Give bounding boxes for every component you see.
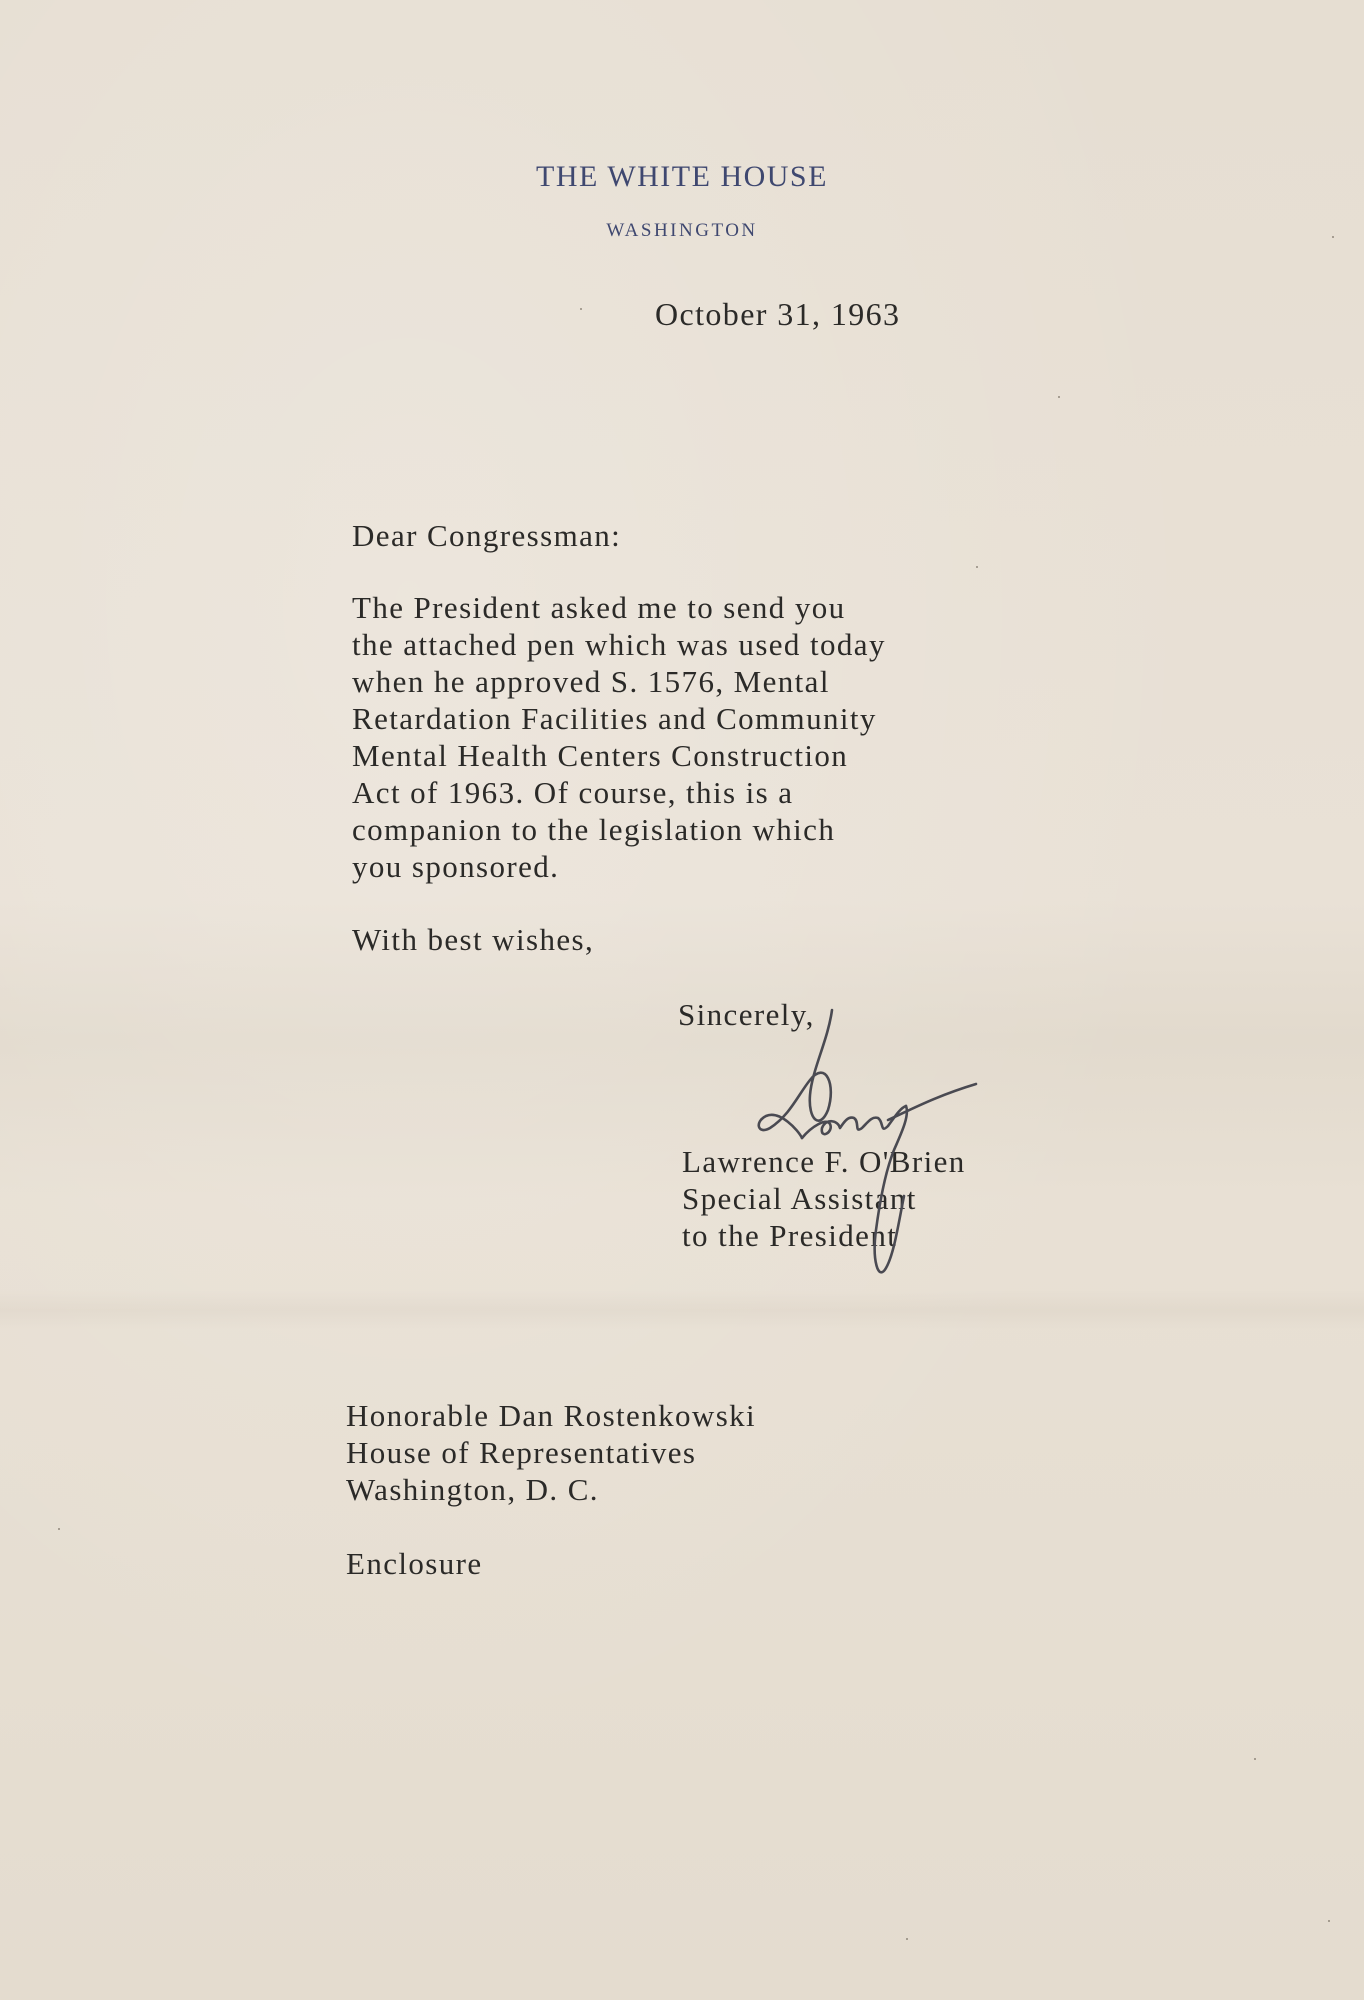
signer-title-line2: to the President xyxy=(682,1218,898,1253)
handwritten-signature xyxy=(740,1000,1000,1320)
speck xyxy=(1254,1758,1256,1760)
body-line: the attached pen which was used today xyxy=(352,627,886,662)
body-line: Act of 1963. Of course, this is a xyxy=(352,775,794,810)
body-line: companion to the legislation which xyxy=(352,812,836,847)
body-line: The President asked me to send you xyxy=(352,590,846,625)
recipient-line: Washington, D. C. xyxy=(346,1472,599,1507)
speck xyxy=(1058,396,1060,398)
speck xyxy=(1332,236,1334,238)
closing: With best wishes, xyxy=(352,922,595,957)
signer-title-line1: Special Assistant xyxy=(682,1181,917,1216)
body-line: Retardation Facilities and Community xyxy=(352,701,877,736)
letter-date: October 31, 1963 xyxy=(655,296,901,332)
signer-name: Lawrence F. O'Brien xyxy=(682,1144,966,1179)
speck xyxy=(906,1938,908,1940)
letter-body xyxy=(352,589,886,885)
body-line: when he approved S. 1576, Mental xyxy=(352,664,830,699)
speck xyxy=(58,1528,60,1530)
paper-fold-line xyxy=(0,1290,1364,1330)
recipient-line: Honorable Dan Rostenkowski xyxy=(346,1398,757,1433)
speck xyxy=(1328,1920,1330,1922)
recipient-line: House of Representatives xyxy=(346,1435,697,1470)
body-line: Mental Health Centers Construction xyxy=(352,738,849,773)
letterhead-subtitle: WASHINGTON xyxy=(606,220,758,241)
sign-off: Sincerely, xyxy=(678,997,815,1032)
recipient-address xyxy=(346,1397,756,1508)
enclosure-note: Enclosure xyxy=(346,1546,483,1581)
speck xyxy=(580,308,582,310)
speck xyxy=(976,566,978,568)
salutation: Dear Congressman: xyxy=(352,518,622,553)
letterhead-title: THE WHITE HOUSE xyxy=(536,160,828,193)
body-line: you sponsored. xyxy=(352,849,560,884)
